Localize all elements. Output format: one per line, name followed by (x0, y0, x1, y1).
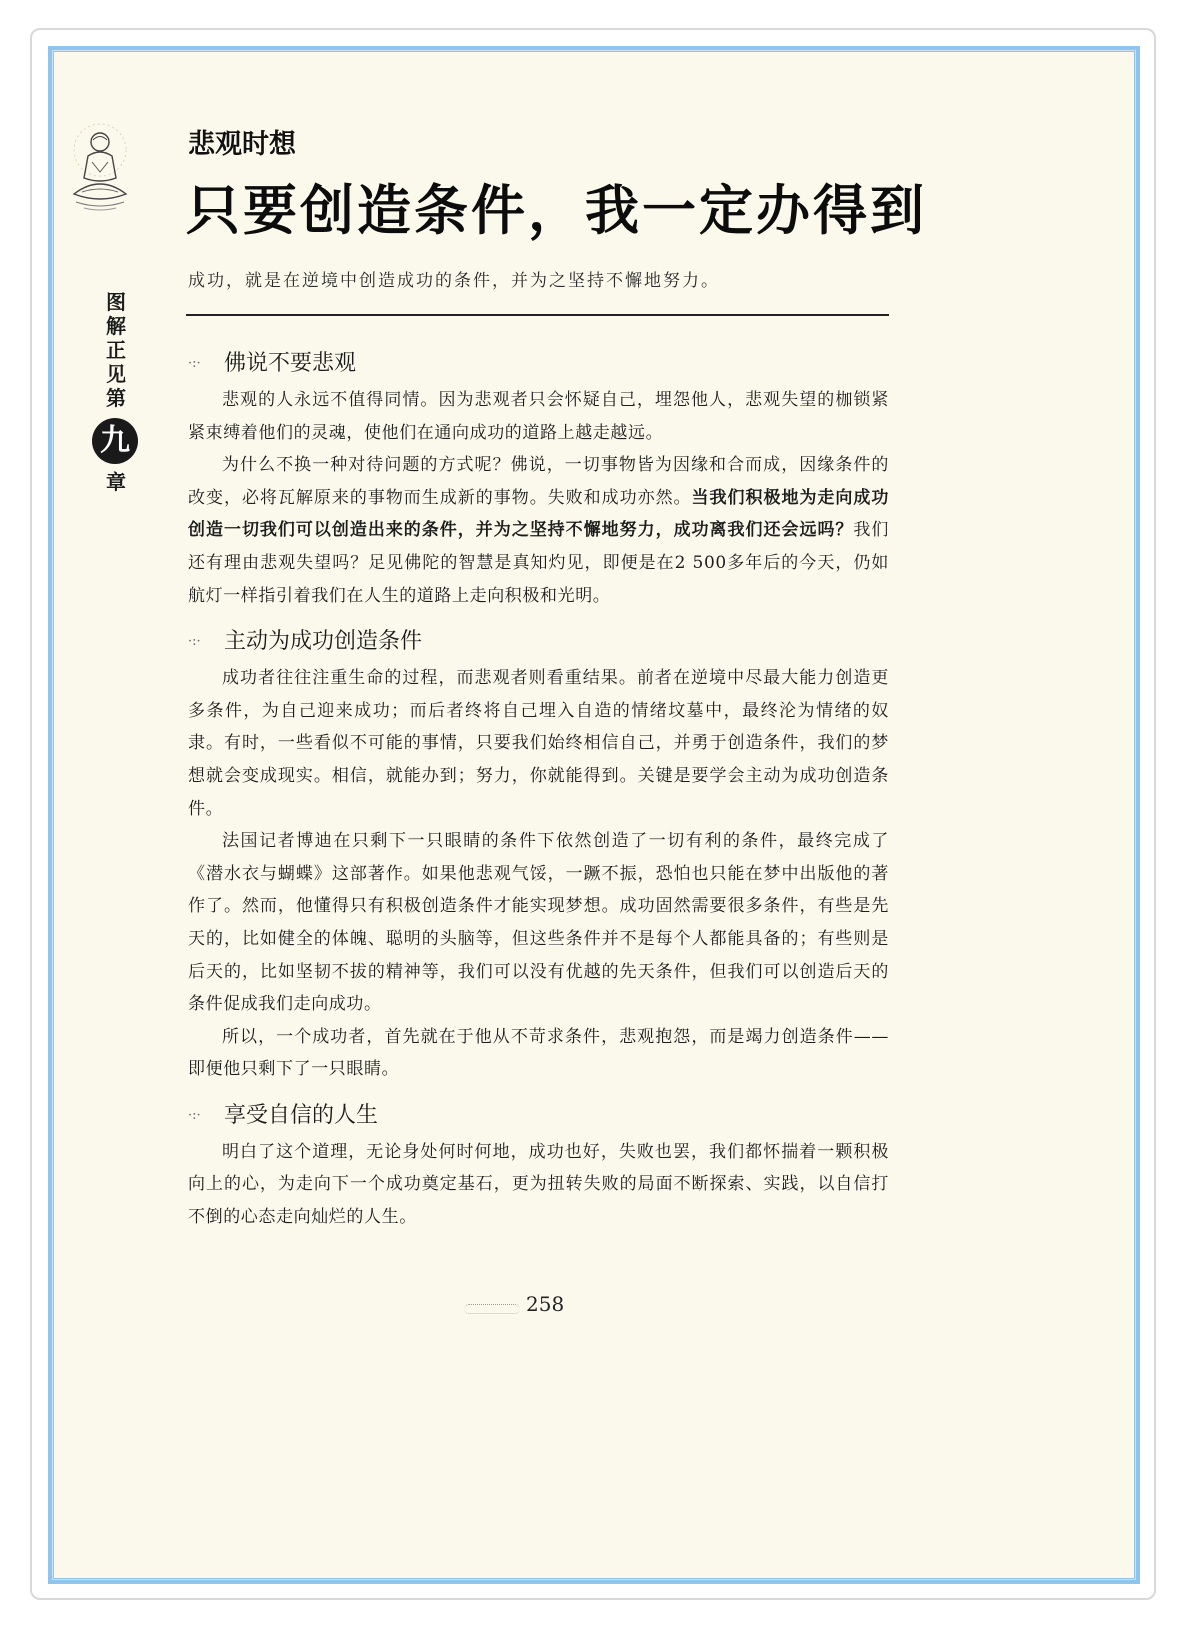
section-heading (188, 346, 889, 382)
summary-line: 成功，就是在逆境中创造成功的条件，并为之坚持不懈地努力。 (188, 271, 720, 291)
page-title: 只要创造条件，我一定办得到 (186, 179, 927, 242)
page-number: 258 (526, 1292, 565, 1316)
paragraph: 悲观的人永远不值得同情。因为悲观者只会怀疑自己，埋怨他人，悲观失望的枷锁紧紧束缚着他们的灵魂，使他们在通向成功的道路上越走越远。 (188, 390, 889, 443)
section-heading (188, 624, 889, 660)
section-subtitle: 悲观时想 (188, 129, 296, 160)
footer-ornament-icon (464, 1304, 520, 1314)
lotus-bullet-icon: ·:· (188, 356, 201, 371)
paragraph-with-emphasis (188, 449, 889, 612)
paragraph-text: 我们还有理由悲观失望吗？足见佛陀的智慧是真知灼见，即便是在2 500多年后的今天，仍如航灯一样指引着我们在人生的道路上走向积极和光明。 (188, 520, 890, 606)
title-divider (186, 314, 889, 316)
page-footer (464, 1292, 664, 1322)
article-body (188, 346, 889, 1234)
paragraph: 明白了这个道理，无论身处何时何地，成功也好，失败也罢，我们都怀揣着一颗积极向上的心，为走向下一个成功奠定基石，更为扭转失败的局面不断探索、实践，以自信打不倒的心态走向灿烂的人生。 (188, 1141, 889, 1228)
paragraph: 法国记者博迪在只剩下一只眼睛的条件下依然创造了一切有利的条件，最终完成了《潜水衣与蝴蝶》这部著作。如果他悲观气馁，一蹶不振，恐怕也只能在梦中出版他的著作了。然而，他懂得只有积极创造条件才能实现梦想。成功固然需要很多条件，有些是先天的，比如健全的体魄、聪明的头脑等，但这些条件并不是每个人都能具备的；有些则是后天的，比如坚韧不拔的精神等，我们可以没有优越的先天条件，但我们可以创造后天的条件促成我们走向成功。 (188, 831, 889, 1015)
section-heading (188, 1098, 889, 1134)
section-heading-text: 享受自信的人生 (224, 1102, 379, 1128)
chapter-number-badge: 九 (92, 418, 138, 464)
section-heading-text: 主动为成功创造条件 (224, 629, 423, 655)
book-title-vertical: 图解正见 (106, 290, 126, 386)
emphasis-text: 当我们积极地为走向成功创造一切我们可以创造出来的条件，并为之坚持不懈地努力，成功离我们还会远吗？ (188, 487, 889, 541)
paragraph-text: 为什么不换一种对待问题的方式呢？佛说，一切事物皆为因缘和合而成，因缘条件的改变，必将瓦解原来的事物而生成新的事物。失败和成功亦然。 (188, 455, 889, 508)
paragraph: 所以，一个成功者，首先就在于他从不苛求条件，悲观抱怨，而是竭力创造条件——即便他只剩下了一只眼睛。 (188, 1026, 889, 1080)
chapter-suffix: 章 (106, 470, 126, 494)
section-heading-text: 佛说不要悲观 (224, 351, 357, 376)
chapter-prefix: 第 (106, 386, 126, 410)
paragraph: 成功者往往注重生命的过程，而悲观者则看重结果。前者在逆境中尽最大能力创造更多条件，为自己迎来成功；而后者终将自己埋入自造的情绪坟墓中，最终沦为情绪的奴隶。有时，一些看似不可能的事情，只要我们始终相信自己，并勇于创造条件，我们的梦想就会变成现实。相信，就能办到；努力，你就能得到。关键是要学会主动为成功创造条件。 (188, 668, 889, 819)
seated-buddha-illustration (62, 122, 138, 222)
lotus-bullet-icon: ·:· (188, 634, 201, 650)
lotus-bullet-icon: ·:· (188, 1107, 201, 1123)
vertical-chapter-label (96, 290, 136, 494)
